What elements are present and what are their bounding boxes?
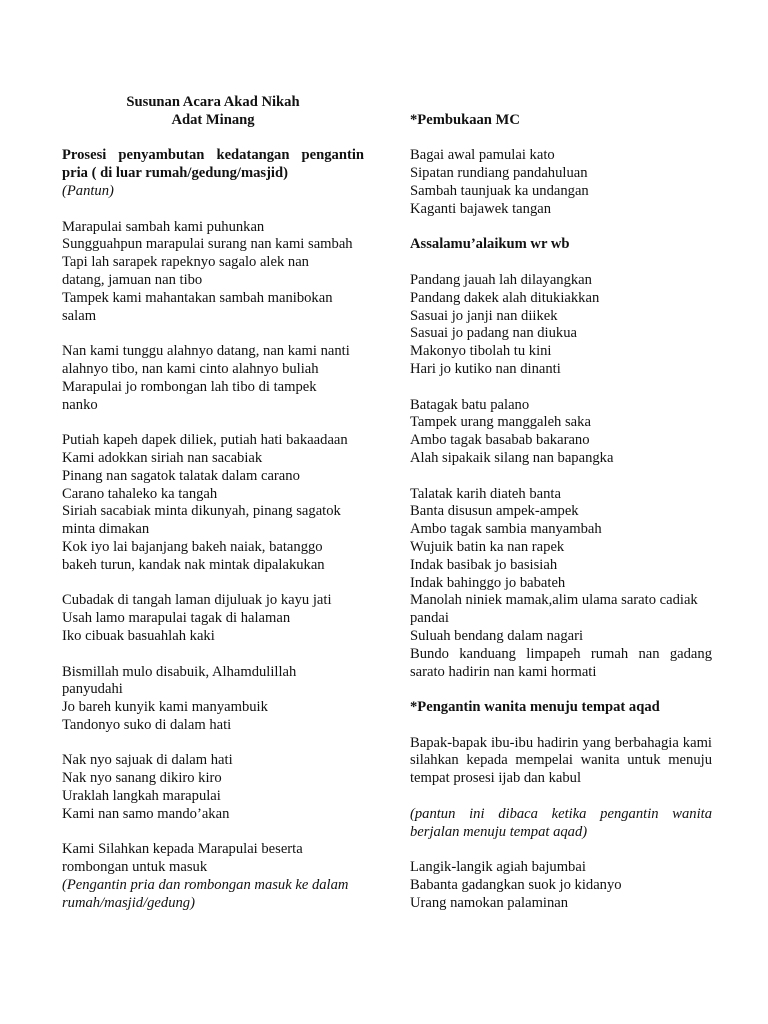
- verse-line: Nan kami tunggu alahnyo datang, nan kami nanti: [62, 343, 350, 360]
- verse-line: datang, jamuan nan tibo: [62, 271, 203, 288]
- spacer: [62, 201, 364, 219]
- verse-line: Pandang jauah lah dilayangkan: [410, 271, 592, 288]
- verse-line: Nak nyo sanang dikiro kiro: [62, 770, 222, 787]
- verse-line: pandai: [410, 610, 449, 627]
- spacer: [410, 841, 712, 859]
- closing-stage-note: (Pengantin pria dan rombongan masuk ke dalam rumah/masjid/gedung): [62, 877, 349, 911]
- verse-line: Ambo tagak sambia manyambah: [410, 521, 602, 538]
- verse-line: Sambah taunjuak ka undangan: [410, 182, 589, 199]
- spacer: [62, 130, 364, 148]
- verse-line: Sasuai jo padang nan diukua: [410, 325, 577, 342]
- verse-line: Kaganti bajawek tangan: [410, 200, 552, 217]
- verse-line: bakeh turun, kandak nak mintak dipalakukan: [62, 556, 325, 573]
- spacer: [62, 735, 364, 753]
- stanza-5: [410, 859, 712, 912]
- verse-line: Bagai awal pamulai kato: [410, 147, 555, 164]
- verse-line: Uraklah langkah marapulai: [62, 788, 221, 805]
- verse-line: Indak bahinggo jo babateh: [410, 574, 566, 591]
- stanza-7: [62, 841, 364, 877]
- verse-line: Kok iyo lai bajanjang bakeh naiak, batanggo: [62, 538, 323, 555]
- verse-line: Tapi lah sarapek rapeknyo sagalo alek nan: [62, 254, 309, 271]
- verse-line: Iko cibuak basuahlah kaki: [62, 627, 215, 644]
- spacer: [62, 646, 364, 664]
- verse-line: Kami Silahkan kepada Marapulai beserta: [62, 841, 303, 858]
- verse-line: Babanta gadangkan suok jo kidanyo: [410, 877, 622, 894]
- verse-line: salam: [62, 307, 97, 324]
- stanza-4: [410, 486, 712, 682]
- title-line-2: Adat Minang: [171, 111, 255, 128]
- announcement-paragraph: Bapak-bapak ibu-ibu hadirin yang berbahagia kami silahkan kepada mempelai wanita untuk menuju tempat prosesi ijab dan kabul: [410, 734, 712, 787]
- verse-line: Bismillah mulo disabuik, Alhamdulillah: [62, 663, 297, 680]
- verse-line: Indak basibak jo basisiah: [410, 556, 558, 573]
- verse-line: Hari jo kutiko nan dinanti: [410, 360, 561, 377]
- verse-line: Manolah niniek mamak,alim ulama sarato cadiak: [410, 592, 698, 609]
- verse-line: Pandang dakek alah ditukiakkan: [410, 289, 600, 306]
- verse-line: Kami adokkan siriah nan sacabiak: [62, 449, 263, 466]
- left-column: [62, 94, 364, 913]
- stanza-2: [62, 343, 364, 414]
- verse-line: Langik-langik agiah bajumbai: [410, 859, 586, 876]
- spacer: [410, 219, 712, 237]
- spacer: [410, 468, 712, 486]
- verse-line: Marapulai sambah kami puhunkan: [62, 218, 265, 235]
- stanza-1: [62, 219, 364, 326]
- verse-line: Kami nan samo mando’akan: [62, 805, 230, 822]
- verse-line: Tampek kami mahantakan sambah manibokan: [62, 289, 333, 306]
- spacer: [62, 325, 364, 343]
- verse-line: Ambo tagak basabab bakarano: [410, 432, 590, 449]
- verse-line: Tampek urang manggaleh saka: [410, 414, 591, 431]
- verse-line: Sipatan rundiang pandahuluan: [410, 165, 588, 182]
- verse-line: Pinang nan sagatok talatak dalam carano: [62, 467, 300, 484]
- verse-line: Urang namokan palaminan: [410, 894, 569, 911]
- stanza-2: [410, 272, 712, 379]
- section-heading-opening: *Pembukaan MC: [410, 111, 520, 128]
- stanza-6: [62, 752, 364, 823]
- verse-line: Wujuik batin ka nan rapek: [410, 538, 565, 555]
- verse-line: Alah sipakaik silang nan bapangka: [410, 449, 614, 466]
- section-heading-bride: *Pengantin wanita menuju tempat aqad: [410, 699, 660, 716]
- verse-line: nanko: [62, 396, 98, 413]
- verse-line: Sungguahpun marapulai surang nan kami sambah: [62, 236, 353, 253]
- greeting: Assalamu’alaikum wr wb: [410, 236, 570, 253]
- verse-line: Talatak karih diateh banta: [410, 485, 561, 502]
- document-title: [62, 94, 364, 130]
- spacer: [410, 254, 712, 272]
- stanza-3: [62, 432, 364, 574]
- stanza-5: [62, 664, 364, 735]
- spacer: [410, 681, 712, 699]
- spacer: [62, 414, 364, 432]
- verse-line: minta dimakan: [62, 521, 150, 538]
- verse-line: Carano tahaleko ka tangah: [62, 485, 218, 502]
- spacer: [410, 379, 712, 397]
- spacer: [62, 824, 364, 842]
- heading-note: (Pantun): [62, 182, 114, 199]
- verse-line: Bundo kanduang limpapeh rumah nan gadang sarato hadirin nan kami hormati: [410, 645, 712, 680]
- verse-line: Putiah kapeh dapek diliek, putiah hati bakaadaan: [62, 432, 348, 449]
- right-column: [410, 94, 712, 913]
- spacer: [410, 130, 712, 148]
- verse-line: Cubadak di tangah laman dijuluak jo kayu jati: [62, 592, 332, 609]
- verse-line: rombongan untuk masuk: [62, 859, 208, 876]
- stage-note: (pantun ini dibaca ketika pengantin wanita berjalan menuju tempat aqad): [410, 805, 712, 840]
- section-heading-welcome: Prosesi penyambutan kedatangan pengantin pria ( di luar rumah/gedung/masjid): [62, 147, 364, 182]
- spacer: [410, 94, 712, 112]
- spacer: [410, 717, 712, 735]
- verse-line: Sasuai jo janji nan diikek: [410, 307, 558, 324]
- verse-line: Banta disusun ampek-ampek: [410, 503, 579, 520]
- verse-line: Usah lamo marapulai tagak di halaman: [62, 610, 291, 627]
- stanza-3: [410, 397, 712, 468]
- verse-line: Batagak batu palano: [410, 396, 530, 413]
- spacer: [410, 788, 712, 806]
- verse-line: Nak nyo sajuak di dalam hati: [62, 752, 233, 769]
- title-line-1: Susunan Acara Akad Nikah: [126, 94, 300, 110]
- verse-line: panyudahi: [62, 681, 123, 698]
- verse-line: Suluah bendang dalam nagari: [410, 627, 584, 644]
- stanza-1: [410, 147, 712, 218]
- verse-line: Siriah sacabiak minta dikunyah, pinang sagatok: [62, 503, 341, 520]
- verse-line: Tandonyo suko di dalam hati: [62, 716, 232, 733]
- verse-line: Makonyo tibolah tu kini: [410, 343, 552, 360]
- verse-line: Jo bareh kunyik kami manyambuik: [62, 699, 268, 716]
- verse-line: alahnyo tibo, nan kami cinto alahnyo buliah: [62, 360, 319, 377]
- spacer: [62, 575, 364, 593]
- stanza-4: [62, 592, 364, 645]
- verse-line: Marapulai jo rombongan lah tibo di tampek: [62, 378, 317, 395]
